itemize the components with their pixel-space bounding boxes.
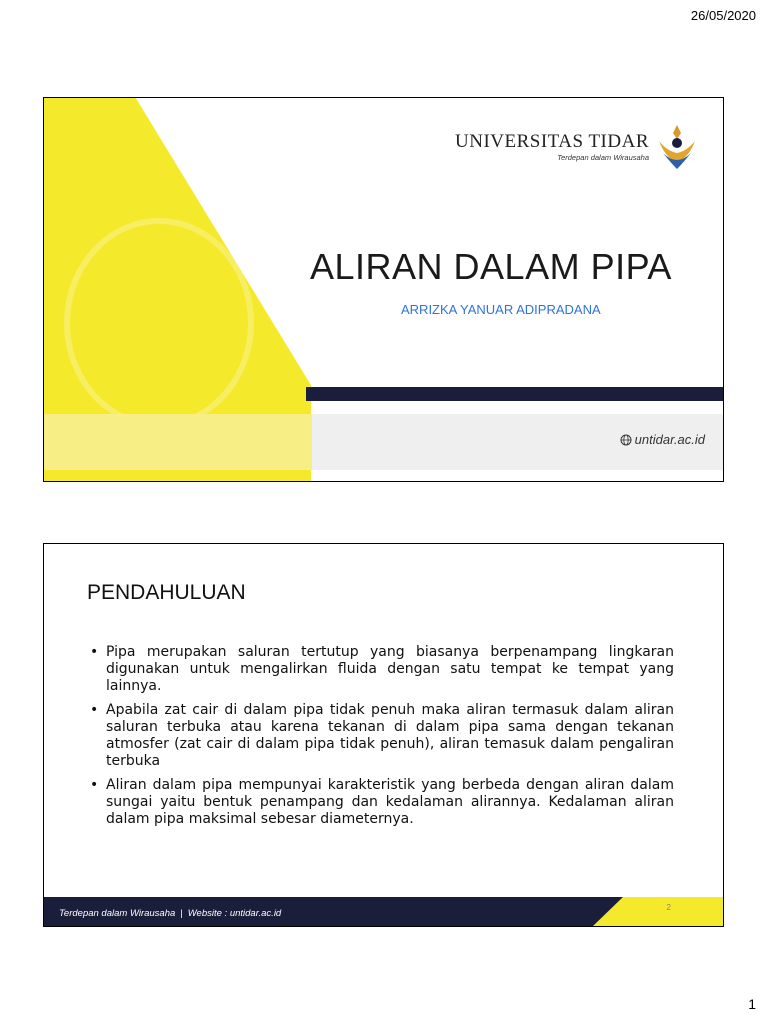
page-number: 1 bbox=[748, 996, 756, 1012]
content-slide bbox=[43, 543, 724, 927]
page-date: 26/05/2020 bbox=[690, 8, 756, 23]
footer-yellow-shape bbox=[593, 897, 723, 926]
footer-band-highlight bbox=[44, 414, 312, 470]
bullet-item bbox=[88, 777, 674, 828]
slide-heading: PENDAHULUAN bbox=[87, 581, 246, 604]
university-name: UNIVERSITAS TIDAR bbox=[455, 131, 649, 152]
globe-icon bbox=[620, 434, 632, 446]
author-name: ARRIZKA YANUAR ADIPRADANA bbox=[401, 302, 601, 317]
bullet-text: Pipa merupakan saluran tertutup yang biasanya berpenampang lingkaran digunakan untuk mengalirkan fluida dengan satu tempat ke tempat yang lainnya. bbox=[106, 644, 674, 694]
university-logo bbox=[455, 123, 699, 171]
bullet-text: Apabila zat cair di dalam pipa tidak penuh maka aliran termasuk dalam aliran saluran terbuka atau karena tekanan di dalam pipa sama dengan tekanan atmosfer (zat cair di dalam pipa tidak penuh), aliran temasuk dalam pengaliran terbuka bbox=[106, 702, 674, 769]
footer-website: Website : untidar.ac.id bbox=[187, 908, 282, 919]
bullet-marker: • bbox=[90, 644, 99, 660]
website-label bbox=[620, 432, 705, 447]
bullet-text: Aliran dalam pipa mempunyai karakteristik yang berbeda dengan aliran dalam sungai yaitu bentuk penampang dan kedalaman alirannya. Kedalaman aliran dalam pipa maksimal sebesar diameternya. bbox=[106, 777, 674, 827]
footer-text bbox=[59, 908, 281, 919]
bullet-marker: • bbox=[90, 777, 99, 793]
title-slide bbox=[43, 97, 724, 482]
slide-number: 2 bbox=[666, 903, 671, 912]
bullet-item bbox=[88, 644, 674, 695]
university-tagline: Terdepan dalam Wirausaha bbox=[557, 153, 649, 162]
watermark-seal bbox=[64, 218, 254, 428]
slide-title: ALIRAN DALAM PIPA bbox=[310, 246, 672, 287]
website-text: untidar.ac.id bbox=[634, 432, 705, 447]
footer-tagline: Terdepan dalam Wirausaha bbox=[59, 908, 176, 919]
bullet-list bbox=[88, 644, 674, 835]
university-emblem-icon bbox=[655, 123, 699, 171]
bullet-marker: • bbox=[90, 702, 99, 718]
bullet-item bbox=[88, 702, 674, 770]
navy-stripe bbox=[306, 387, 724, 401]
footer-separator: | bbox=[180, 908, 183, 919]
